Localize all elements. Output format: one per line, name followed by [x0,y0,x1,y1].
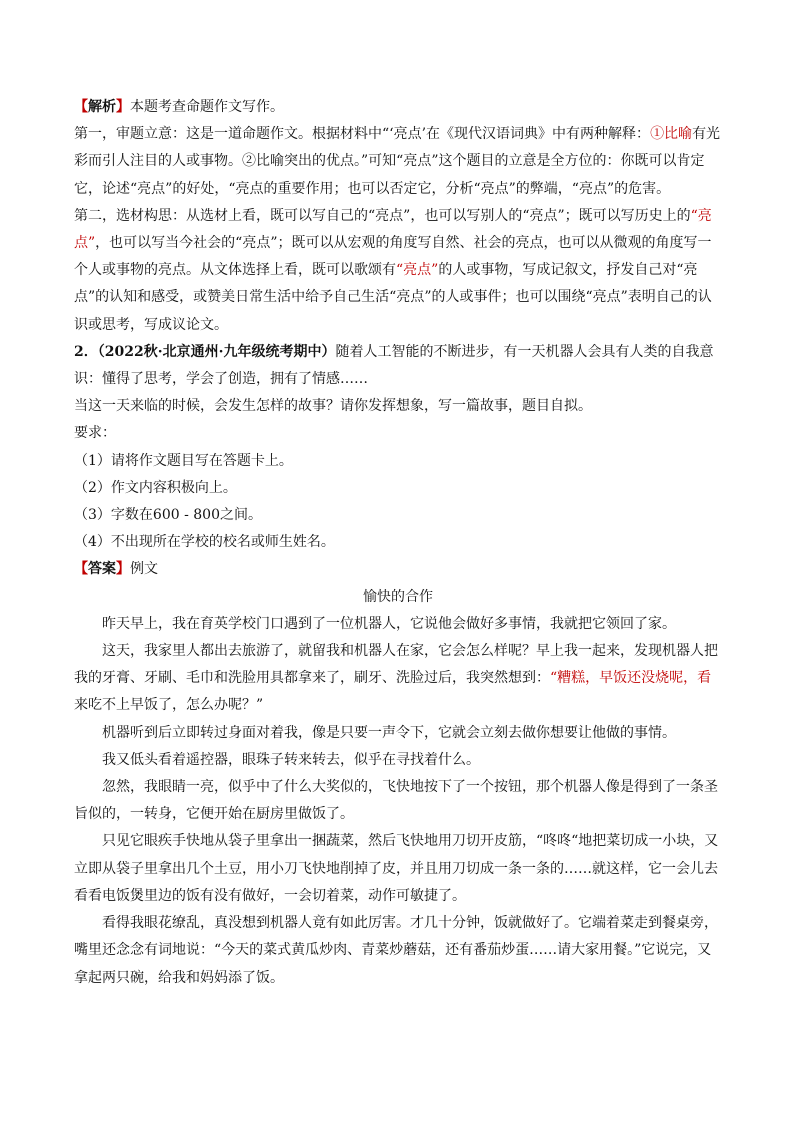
answer-label-close: 】 [116,561,130,578]
essay-title: 愉快的合作 [363,588,433,605]
requirements-title: 要求： [74,425,116,442]
analysis-intro: 本题考查命题作文写作。 [130,99,284,115]
essay-paragraph: 我又低头看着遥控器，眼珠子转来转去，似乎在寻找着什么。 [102,751,480,768]
analysis-label-open: 【 [74,99,88,115]
requirement-item: （3）字数在600 - 800之间。 [74,507,262,524]
requirement-item: （4）不出现所在学校的校名或师生姓名。 [74,534,335,551]
essay-paragraph: 只见它眼疾手快地从袋子里拿出一捆蔬菜，然后飞快地用刀切开皮筋，“咚咚“地把菜切成一小块，又立即从袋子里拿出几个土豆，用小刀飞快地削掉了皮，并且用刀切成一条一条的……就这样，它一会儿去看看电饭煲里边的饭有没有做好，一会切着菜，动作可敏捷了。 [74,833,719,904]
analysis-p1-text-b: 有光彩而引人注目的人或事物。②比喻突出的优点。”可知“亮点”这个题目的立意是全方位的：你既可以肯定它，论述“亮点”的好处，“亮点的重要作用；也可以否定它，分析“亮点”的弊端，“亮点”的危害。 [74,126,721,197]
document-body [74,94,722,992]
essay-paragraph: 忽然，我眼睛一亮，似乎中了什么大奖似的，飞快地按下了一个按钮，那个机器人像是得到了一条圣旨似的，一转身，它便开始在厨房里做饭了。 [74,779,718,823]
analysis-paragraph-1 [74,121,722,203]
requirement-item: （2）作文内容积极向上。 [74,479,237,496]
question-body: 随着人工智能的不断进步，有一天机器人会具有人类的自我意识：懂得了思考，学会了创造，拥有了情感…… [74,343,714,388]
answer-heading [74,556,722,583]
analysis-p1-text-a: 第一，审题立意：这是一道命题作文。根据材料中“‘亮点’在《现代汉语词典》中有两种解释： [74,126,651,143]
analysis-p2-text-c: 的人或事物，写成记叙文，抒发自己对“亮点”的认知和感受，或赞美日常生活中给予自己生活“亮点”的人或事件；也可以围绕“亮点”表明自己的认识或思考，写成议论文。 [74,262,712,333]
answer-label: 答案 [88,561,116,578]
analysis-p1-highlight: ①比喻 [650,126,693,143]
essay-p2-text-b: 来吃不上早饭了，怎么办呢？” [74,697,264,714]
essay-paragraph: 看得我眼花缭乱，真没想到机器人竟有如此厉害。才几十分钟，饭就做好了。它端着菜走到餐桌旁，嘴里还念念有词地说：“今天的菜式黄瓜炒肉、青菜炒蘑菇，还有番茄炒蛋……请大家用餐。”它说完，又拿起两只碗，给我和妈妈添了饭。 [74,915,718,986]
answer-label-open: 【 [74,561,88,578]
question-source: 2．（2022秋·北京通州·九年级统考期中） [74,343,336,360]
essay-p2-text-a: 这天，我家里人都出去旅游了，就留我和机器人在家，它会怎么样呢？早上我一起来，发现机器人把我的牙膏、牙刷、毛巾和洗脸用具都拿来了，刷牙、洗脸过后，我突然想到： [74,643,718,687]
analysis-p2-highlight-2: “亮点” [396,262,439,279]
analysis-label: 解析 [88,99,116,115]
requirement-item: （1）请将作文题目写在答题卡上。 [74,452,293,469]
analysis-p2-text-b: ，也可以写当今社会的“亮点”；既可以从宏观的角度写自然、社会的亮点，也可以从微观的角度写一个人或事物的亮点。从文体选择上看，既可以歌颂有 [74,235,712,279]
question-2 [74,339,722,393]
analysis-p2-text-a: 第二，选材构思：从选材上看，既可以写自己的“亮点”，也可以写别人的“亮点”；既可以写历史上的 [74,207,691,224]
essay-p2-highlight: “糟糕，早饭还没烧呢，看 [550,670,712,687]
essay-paragraph [74,638,722,720]
analysis-paragraph-2 [74,203,722,339]
answer-intro: 例文 [130,561,158,578]
question-prompt: 当这一天来临的时候，会发生怎样的故事？请你发挥想象，写一篇故事，题目自拟。 [74,398,592,415]
analysis-p2-highlight-1: “亮点” [74,207,712,252]
essay-paragraph: 昨天早上，我在育英学校门口遇到了一位机器人，它说他会做好多事情，我就把它领回了家。 [102,615,676,632]
analysis-label-close: 】 [116,99,130,115]
analysis-heading [74,94,722,121]
essay-paragraph: 机器听到后立即转过身面对着我，像是只要一声令下，它就会立刻去做你想要让他做的事情。 [102,724,676,741]
